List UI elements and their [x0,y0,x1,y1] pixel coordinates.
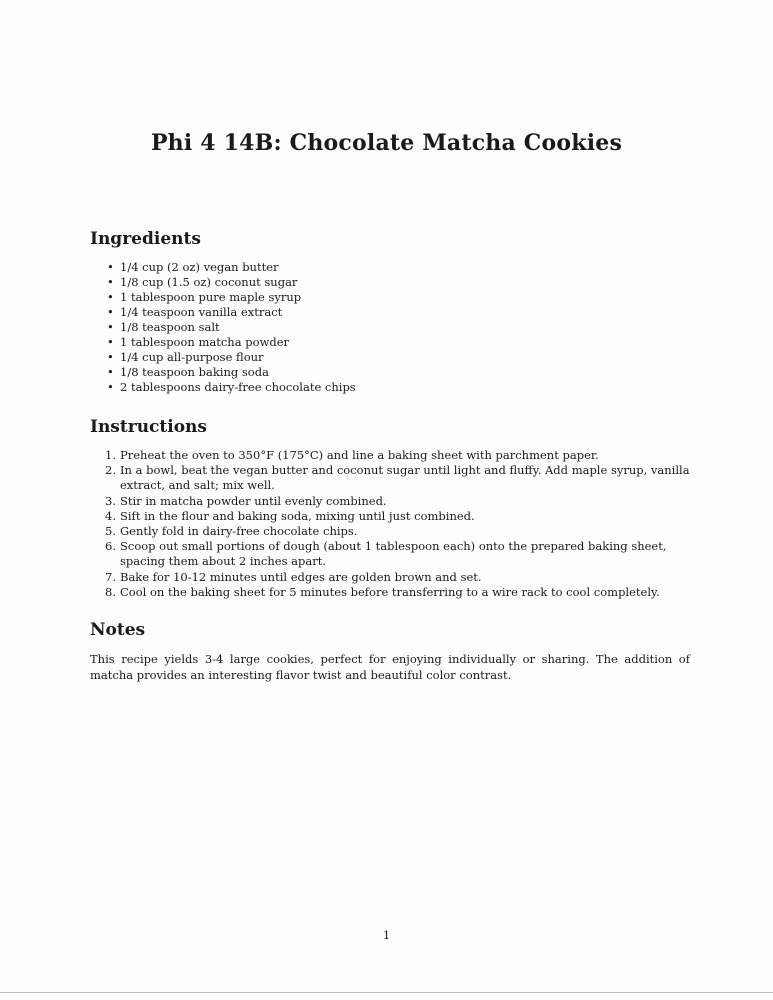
step-number: 6. [105,539,116,554]
ingredients-heading: Ingredients [90,229,201,249]
instruction-step [90,570,690,585]
step-number: 8. [105,584,116,599]
page-number: 1 [382,928,391,942]
instruction-step [90,585,690,600]
ingredients-list [90,260,720,395]
step-text: Sift in the flour and baking soda, mixing until just combined. [120,508,475,523]
instructions-list [90,448,690,600]
ingredient-item: • 2 tablespoons dairy-free chocolate chips [120,380,720,395]
notes-paragraph: This recipe yields 3-4 large cookies, perfect for enjoying individually or sharing. The addition of matcha provides an interesting flavor twist and beautiful color contrast. [90,652,690,682]
instruction-step [90,448,690,463]
step-text: Preheat the oven to 350°F (175°C) and line a baking sheet with parchment paper. [120,448,599,462]
instruction-step [90,463,690,493]
step-number: 3. [105,493,116,508]
instruction-step [90,524,690,539]
ingredient-item: • 1/4 cup all-purpose flour [120,350,720,365]
ingredient-item: • 1 tablespoon pure maple syrup [120,290,720,305]
ingredient-item: • 1/4 cup (2 oz) vegan butter [120,260,720,275]
instruction-step [90,539,690,569]
step-text: Bake for 10-12 minutes until edges are golden brown and set. [120,569,482,584]
step-text: Stir in matcha powder until evenly combined. [120,493,387,508]
ingredient-item: • 1/8 teaspoon salt [120,320,720,335]
notes-heading: Notes [90,620,146,640]
step-number: 7. [105,569,116,584]
ingredient-item: • 1/8 cup (1.5 oz) coconut sugar [120,275,720,290]
instructions-heading: Instructions [90,417,207,437]
ingredient-item: • 1/4 teaspoon vanilla extract [120,305,720,320]
step-number: 1. [105,448,116,462]
step-number: 5. [105,524,116,539]
ingredient-item: • 1/8 teaspoon baking soda [120,365,720,380]
step-number: 2. [105,463,116,478]
ingredient-item: • 1 tablespoon matcha powder [120,335,720,350]
step-text: In a bowl, beat the vegan butter and coconut sugar until light and fluffy. Add maple syrup, vanilla extract, and salt; mix well. [120,463,690,493]
instruction-step [90,509,690,524]
step-text: Cool on the baking sheet for 5 minutes before transferring to a wire rack to cool completely. [120,584,660,599]
instruction-step [90,494,690,509]
page-title: Phi 4 14B: Chocolate Matcha Cookies [150,130,623,156]
page-edge-divider [0,992,773,993]
step-number: 4. [105,508,116,523]
step-text: Scoop out small portions of dough (about 1 tablespoon each) onto the prepared baking sheet, spacing them about 2 inches apart. [120,539,667,569]
step-text: Gently fold in dairy-free chocolate chips. [120,524,358,539]
